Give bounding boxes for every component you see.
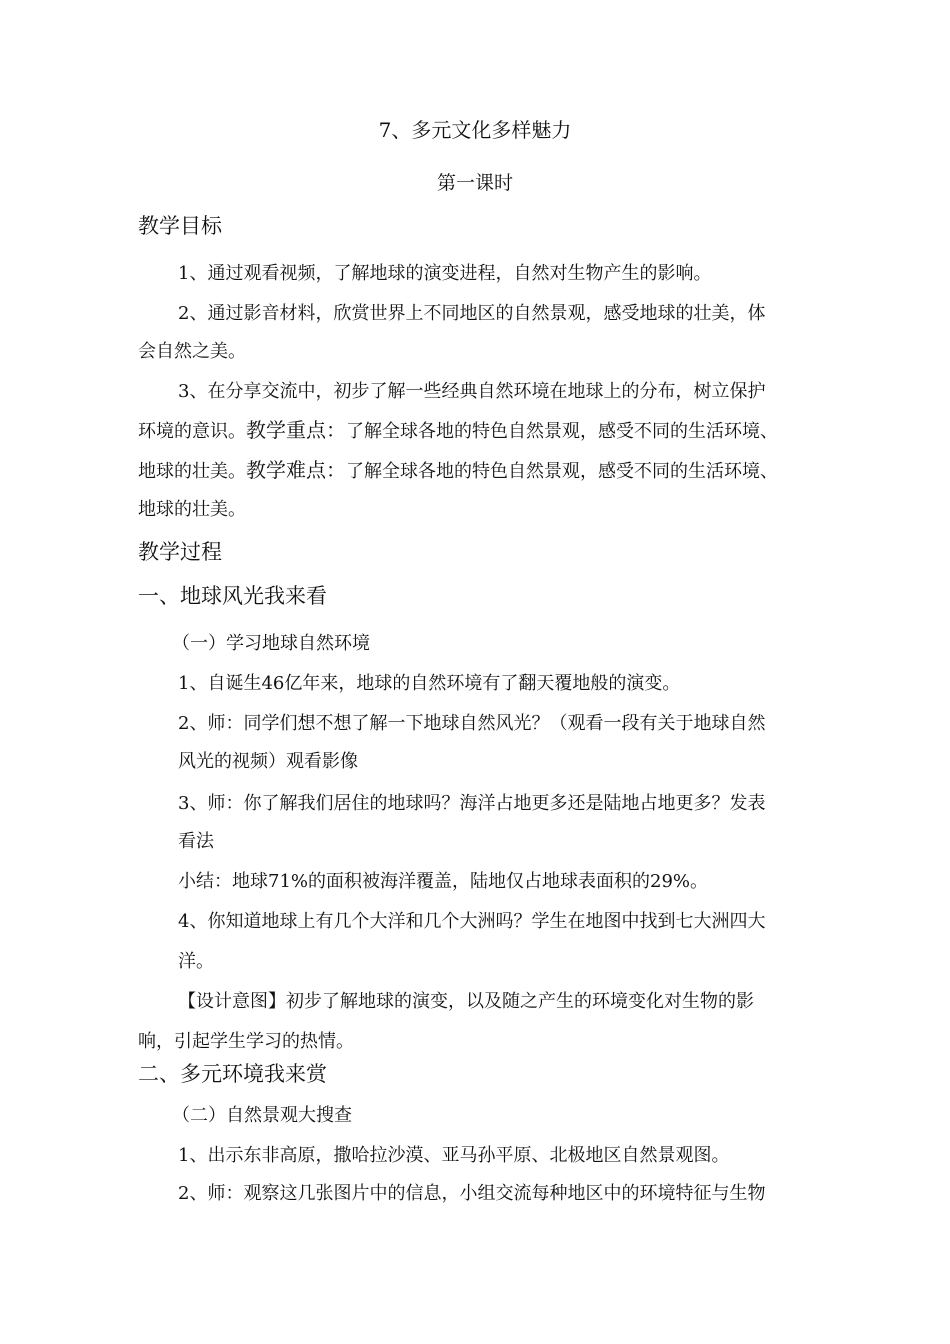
section-1-point-3-line1: 3、师：你了解我们居住的地球吗？海洋占地更多还是陆地占地更多？发表	[178, 793, 766, 814]
key-points-end: 地球的壮美。	[138, 461, 246, 482]
objective-3-end: 环境的意识。	[138, 421, 246, 442]
section-1-point-4-line1: 4、你知道地球上有几个大洋和几个大洲吗？学生在地图中找到七大洲四大	[178, 911, 766, 932]
objective-3-line2	[138, 418, 778, 444]
section-1-point-3-line2: 看法	[178, 831, 214, 852]
section-1-point-2-line2: 风光的视频）观看影像	[178, 751, 358, 772]
section-1-point-4-line2: 洋。	[178, 951, 214, 972]
objective-3-line1: 3、在分享交流中，初步了解一些经典自然环境在地球上的分布，树立保护	[178, 381, 766, 402]
section-1-heading: 一、地球风光我来看	[138, 584, 327, 608]
section-2-point-1: 1、出示东非高原，撒哈拉沙漠、亚马孙平原、北极地区自然景观图。	[178, 1145, 730, 1166]
section-2-heading: 二、多元环境我来赏	[138, 1062, 327, 1086]
section-1-summary: 小结：地球71%的面积被海洋覆盖，陆地仅占地球表面积的29%。	[178, 871, 709, 892]
difficulty-line	[138, 458, 778, 484]
key-points-label: 教学重点：	[246, 418, 346, 442]
section-1-point-2-line1: 2、师：同学们想不想了解一下地球自然风光？（观看一段有关于地球自然	[178, 713, 766, 734]
section-1-design-line1: 【设计意图】初步了解地球的演变，以及随之产生的环境变化对生物的影	[178, 991, 754, 1012]
objective-2-line1: 2、通过影音材料，欣赏世界上不同地区的自然景观，感受地球的壮美，体	[178, 303, 766, 324]
section-2-point-2: 2、师：观察这几张图片中的信息，小组交流每种地区中的环境特征与生物	[178, 1183, 766, 1204]
key-points-text: 了解全球各地的特色自然景观，感受不同的生活环境、	[346, 421, 778, 442]
section-2-subheading: （二）自然景观大搜查	[172, 1105, 352, 1126]
objective-1: 1、通过观看视频，了解地球的演变进程，自然对生物产生的影响。	[178, 263, 712, 284]
difficulty-label: 教学难点：	[246, 458, 346, 482]
process-heading: 教学过程	[138, 540, 222, 564]
section-1-subheading: （一）学习地球自然环境	[172, 633, 370, 654]
lesson-subtitle: 第一课时	[436, 172, 513, 194]
objectives-heading: 教学目标	[138, 214, 222, 238]
difficulty-text: 了解全球各地的特色自然景观，感受不同的生活环境、	[346, 461, 778, 482]
section-1-design-line2: 响，引起学生学习的热情。	[138, 1031, 354, 1052]
difficulty-end: 地球的壮美。	[138, 499, 246, 520]
section-1-point-1: 1、自诞生46亿年来，地球的自然环境有了翻天覆地般的演变。	[178, 673, 681, 694]
objective-2-line2: 会自然之美。	[138, 341, 246, 362]
document-title: 7、多元文化多样魅力	[378, 118, 572, 142]
